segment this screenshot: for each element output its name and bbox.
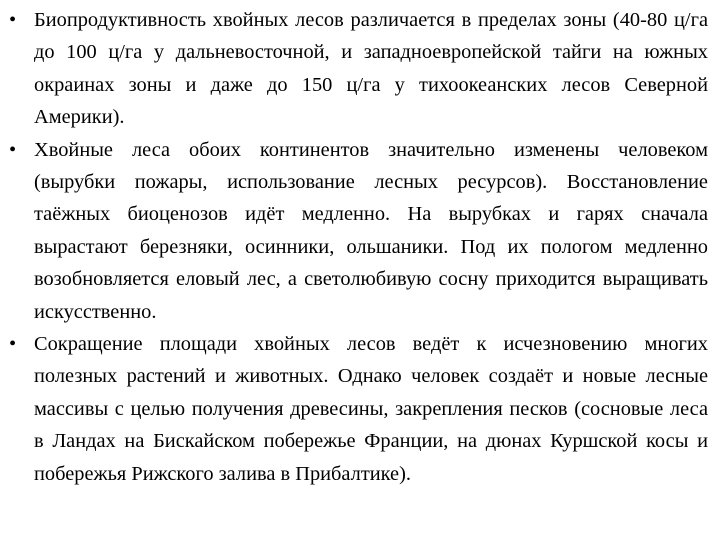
- bullet-icon: •: [9, 333, 17, 356]
- bullet-text: Хвойные леса обоих континентов значительно изменены человеком (вырубки пожары, использование лесных ресурсов). Восстановление таёжных биоценозов идёт медленно. На вырубках и гарях сначала вырастают березняки, осинники, ольшаники. Под их пологом медленно возобновляется еловый лес, а светолюбивую сосну приходится выращивать искусственно.: [34, 138, 708, 323]
- bullet-icon: •: [9, 138, 17, 161]
- bullet-text: Биопродуктивность хвойных лесов различается в пределах зоны (40-80 ц/га до 100 ц/га у дальневосточной, и западноевропейской тайги на южных окраинах зоны и даже до 150 ц/га у тихоокеанских лесов Северной Америки).: [34, 9, 708, 129]
- bullet-item: [8, 4, 708, 134]
- bullet-text: Сокращение площади хвойных лесов ведёт к исчезновению многих полезных растений и животных. Однако человек создаёт и новые лесные массивы с целью получения древесины, закрепления песков (сосновые леса в Ландах на Бискайском побережье Франции, на дюнах Куршской косы и побережья Рижского залива в Прибалтике).: [34, 333, 708, 485]
- bullet-item: [8, 328, 708, 490]
- bullet-list: [8, 4, 708, 490]
- bullet-item: [8, 134, 708, 328]
- bullet-icon: •: [9, 9, 17, 31]
